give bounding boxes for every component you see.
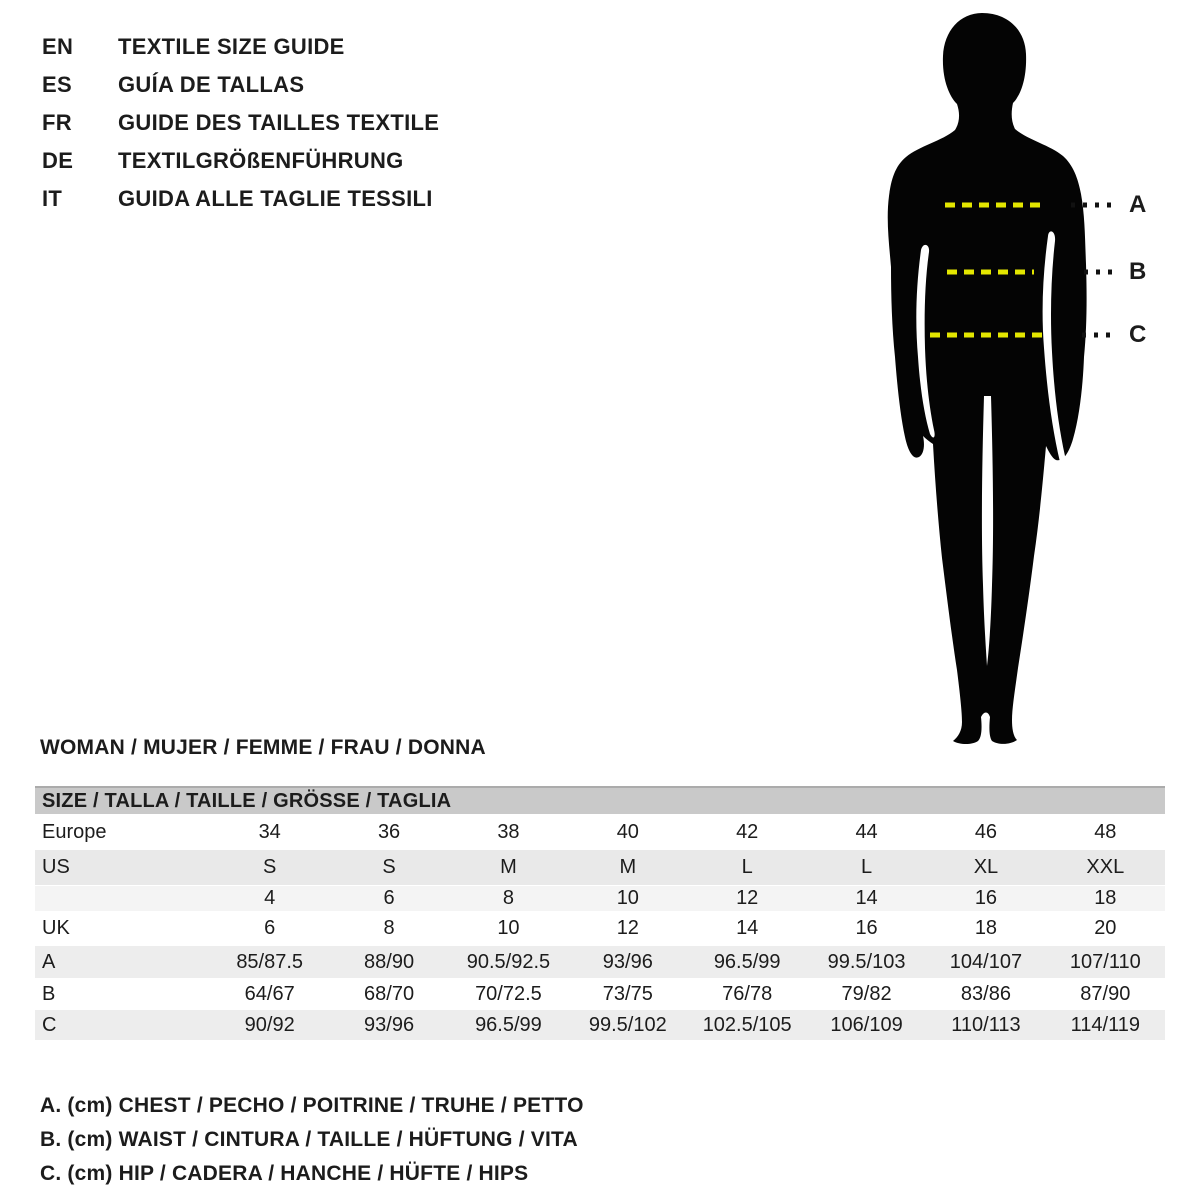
size-cell: 10 — [497, 917, 520, 939]
table-row — [35, 946, 1165, 978]
size-cell: 83/86 — [960, 982, 1011, 1005]
language-code: DE — [42, 148, 74, 173]
size-cell: 10 — [616, 887, 639, 909]
size-cell: M — [500, 856, 517, 878]
size-cell: 16 — [974, 887, 998, 909]
size-cell: 38 — [497, 820, 520, 843]
size-cell: 104/107 — [949, 950, 1023, 973]
measurement-legend — [40, 1089, 584, 1191]
row-label: Europe — [42, 820, 107, 843]
size-cell: 18 — [1094, 887, 1117, 909]
size-cell: 88/90 — [364, 950, 415, 973]
size-cell: 93/96 — [364, 1013, 415, 1036]
table-row — [35, 1010, 1165, 1040]
language-row — [42, 104, 439, 142]
size-cell: 44 — [855, 820, 878, 843]
language-code: EN — [42, 34, 74, 59]
legend-line-hip: C. (cm) HIP / CADERA / HANCHE / HÜFTE / HIPS — [40, 1162, 529, 1185]
size-cell: 14 — [855, 887, 878, 909]
language-title: TEXTILE SIZE GUIDE — [118, 34, 345, 59]
size-cell: 42 — [736, 820, 759, 843]
size-cell: 87/90 — [1080, 982, 1131, 1005]
size-cell: XL — [973, 856, 999, 878]
size-cell: 90.5/92.5 — [466, 950, 551, 973]
size-cell: S — [382, 856, 396, 878]
size-cell: 107/110 — [1069, 950, 1141, 973]
row-label: C — [42, 1013, 57, 1036]
legend-line-waist: B. (cm) WAIST / CINTURA / TAILLE / HÜFTUNG / VITA — [40, 1128, 578, 1151]
size-table-header: SIZE / TALLA / TAILLE / GRÖSSE / TAGLIA — [35, 786, 1165, 814]
row-label: UK — [42, 917, 70, 939]
size-cell: 79/82 — [841, 982, 892, 1005]
size-table — [35, 786, 1165, 1040]
language-title: GUIDA ALLE TAGLIE TESSILI — [118, 186, 433, 211]
size-cell: 96.5/99 — [713, 950, 781, 973]
woman-silhouette-icon — [850, 0, 1150, 760]
size-cell: 96.5/99 — [475, 1013, 542, 1036]
row-label: B — [42, 982, 56, 1005]
language-row — [42, 66, 439, 104]
size-cell: 76/78 — [722, 982, 773, 1005]
size-cell: 70/72.5 — [475, 982, 542, 1005]
size-cell: 12 — [616, 917, 639, 939]
size-cell: 90/92 — [244, 1013, 295, 1036]
row-label: A — [42, 950, 56, 973]
table-row — [35, 814, 1165, 850]
size-cell: 46 — [974, 820, 998, 843]
size-cell: 114/119 — [1070, 1013, 1140, 1036]
size-cell: 8 — [383, 917, 395, 939]
table-row — [35, 850, 1165, 885]
size-cell: 18 — [974, 917, 998, 939]
language-title: GUÍA DE TALLAS — [118, 72, 305, 97]
size-cell: 102.5/105 — [702, 1013, 792, 1036]
size-cell: 110/113 — [951, 1013, 1021, 1036]
size-cell: 8 — [502, 887, 514, 909]
size-cell: L — [741, 856, 753, 878]
table-row — [35, 886, 1165, 911]
language-code: ES — [42, 72, 72, 97]
section-title-woman: WOMAN / MUJER / FEMME / FRAU / DONNA — [40, 736, 486, 759]
marker-label-a: A — [1129, 191, 1147, 218]
size-cell: 48 — [1094, 820, 1117, 843]
marker-label-c: C — [1129, 321, 1147, 348]
size-cell: 6 — [264, 917, 276, 939]
size-cell: 68/70 — [364, 982, 415, 1005]
size-cell: 4 — [264, 887, 276, 909]
language-title: GUIDE DES TAILLES TEXTILE — [118, 110, 440, 135]
size-cell: 93/96 — [602, 950, 653, 973]
size-cell: 36 — [377, 820, 401, 843]
size-cell: 85/87.5 — [236, 950, 304, 973]
size-cell: M — [619, 856, 637, 878]
size-cell: 106/109 — [830, 1013, 903, 1036]
marker-label-b: B — [1129, 258, 1147, 285]
size-cell: 99.5/102 — [588, 1013, 667, 1036]
size-cell: 99.5/103 — [827, 950, 906, 973]
size-cell: XXL — [1086, 856, 1125, 878]
table-row — [35, 978, 1165, 1010]
size-cell: 20 — [1094, 917, 1117, 939]
size-cell: 12 — [736, 887, 759, 909]
size-table-rows — [35, 814, 1165, 1040]
table-row — [35, 911, 1165, 946]
language-row — [42, 180, 439, 218]
size-cell: 73/75 — [602, 982, 653, 1005]
size-cell: 64/67 — [244, 982, 295, 1005]
language-code: IT — [42, 186, 63, 211]
language-row — [42, 142, 439, 180]
size-cell: L — [861, 856, 873, 878]
size-cell: 14 — [736, 917, 759, 939]
row-label: US — [42, 856, 70, 878]
legend-line-chest: A. (cm) CHEST / PECHO / POITRINE / TRUHE / PETTO — [40, 1094, 584, 1117]
language-code: FR — [42, 110, 72, 135]
size-cell: 34 — [258, 820, 281, 843]
language-title-list — [42, 28, 439, 218]
size-cell: 6 — [383, 887, 395, 909]
language-title: TEXTILGRÖßENFÜHRUNG — [118, 148, 404, 173]
size-cell: 16 — [855, 917, 878, 939]
size-cell: S — [263, 856, 277, 878]
size-cell: 40 — [616, 820, 639, 843]
language-row — [42, 28, 439, 66]
